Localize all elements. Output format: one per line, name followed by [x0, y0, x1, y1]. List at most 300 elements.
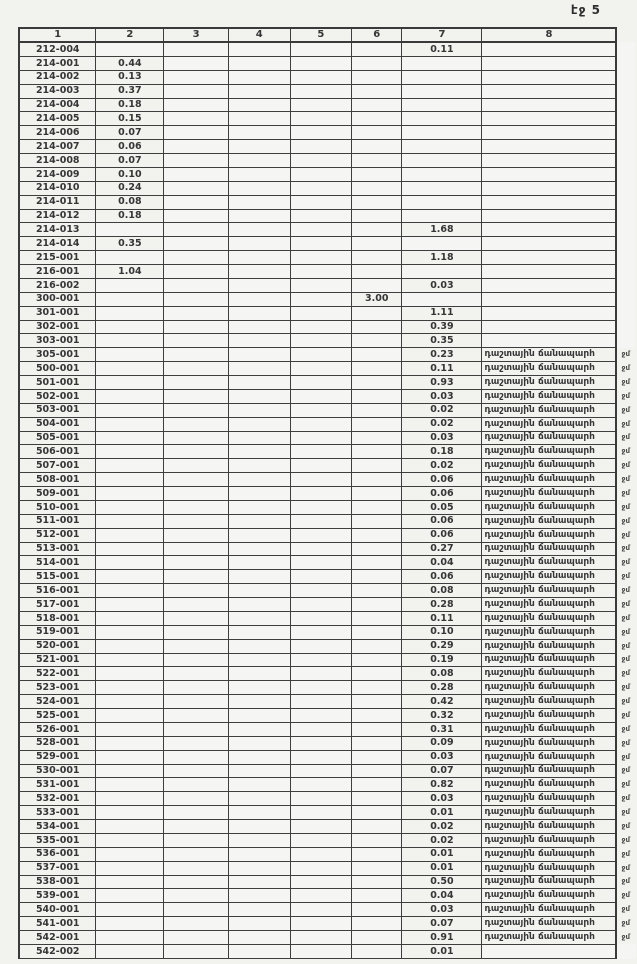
cell-col4	[228, 154, 290, 168]
cell-col7: 0.11	[402, 42, 482, 56]
cell-col5	[290, 778, 352, 792]
column-header-3: 3	[164, 28, 229, 42]
cell-col1: 214-004	[19, 98, 96, 112]
cell-col7: 0.03	[402, 792, 482, 806]
cell-col8: դաշտային ճանապարհ	[482, 611, 616, 625]
margin-note: ջմ	[621, 613, 630, 622]
margin-note	[616, 98, 636, 112]
cell-col5	[290, 112, 352, 126]
cell-col1: 540-001	[19, 903, 96, 917]
cell-col1: 516-001	[19, 584, 96, 598]
cell-col5	[290, 695, 352, 709]
column-header-5: 5	[290, 28, 352, 42]
cell-col6: 3.00	[352, 292, 402, 306]
cell-col8: դաշտային ճանապարհ	[482, 528, 616, 542]
cell-col1: 525-001	[19, 709, 96, 723]
cell-col4	[228, 265, 290, 279]
cell-col8: դաշտային ճանապարհ	[482, 750, 616, 764]
table-row	[19, 695, 636, 709]
cell-col4	[228, 667, 290, 681]
cell-col3	[164, 209, 229, 223]
cell-col5	[290, 362, 352, 376]
cell-col6	[352, 820, 402, 834]
margin-note	[616, 112, 636, 126]
cell-col3	[164, 833, 229, 847]
cell-col2	[96, 334, 164, 348]
cell-col1: 212-004	[19, 42, 96, 56]
cell-col8	[482, 320, 616, 334]
cell-col1: 541-001	[19, 917, 96, 931]
cell-col8: դաշտային ճանապարհ	[482, 903, 616, 917]
cell-col7: 0.01	[402, 861, 482, 875]
cell-col5	[290, 889, 352, 903]
cell-col4	[228, 598, 290, 612]
cell-col2	[96, 611, 164, 625]
cell-col3	[164, 542, 229, 556]
cell-col3	[164, 223, 229, 237]
cell-col5	[290, 42, 352, 56]
cell-col7: 0.01	[402, 847, 482, 861]
cell-col6	[352, 764, 402, 778]
cell-col1: 515-001	[19, 570, 96, 584]
margin-note: ջմ	[621, 808, 630, 817]
margin-note: ջմ	[621, 558, 630, 567]
cell-col6	[352, 861, 402, 875]
cell-col4	[228, 903, 290, 917]
cell-col7: 0.32	[402, 709, 482, 723]
cell-col1: 303-001	[19, 334, 96, 348]
cell-col3	[164, 681, 229, 695]
cell-col8	[482, 237, 616, 251]
cell-col2: 0.07	[96, 154, 164, 168]
table-row	[19, 126, 636, 140]
table-row	[19, 861, 636, 875]
table-row	[19, 487, 636, 501]
cell-col5	[290, 251, 352, 265]
cell-col1: 539-001	[19, 889, 96, 903]
cell-col2: 0.24	[96, 181, 164, 195]
cell-col3	[164, 806, 229, 820]
cell-col5	[290, 140, 352, 154]
table-row	[19, 112, 636, 126]
cell-col2	[96, 639, 164, 653]
margin-note	[616, 70, 636, 84]
cell-col6	[352, 473, 402, 487]
margin-note: ջմ	[621, 780, 630, 789]
cell-col4	[228, 639, 290, 653]
page-number-label: էջ 5	[570, 3, 601, 17]
cell-col5	[290, 417, 352, 431]
cell-col3	[164, 709, 229, 723]
table-row	[19, 348, 636, 362]
cell-col4	[228, 764, 290, 778]
cell-col3	[164, 459, 229, 473]
column-header-7: 7	[402, 28, 482, 42]
cell-col1: 533-001	[19, 806, 96, 820]
cell-col4	[228, 98, 290, 112]
cell-col3	[164, 126, 229, 140]
cell-col7: 0.28	[402, 681, 482, 695]
cell-col1: 214-005	[19, 112, 96, 126]
cell-col3	[164, 931, 229, 945]
cell-col5	[290, 681, 352, 695]
cell-col8: դաշտային ճանապարհ	[482, 861, 616, 875]
cell-col2	[96, 292, 164, 306]
cell-col8: դաշտային ճանապարհ	[482, 639, 616, 653]
cell-col4	[228, 140, 290, 154]
cell-col3	[164, 181, 229, 195]
cell-col5	[290, 611, 352, 625]
table-row	[19, 473, 636, 487]
cell-col1: 214-007	[19, 140, 96, 154]
cell-col3	[164, 625, 229, 639]
cell-col4	[228, 56, 290, 70]
cell-col5	[290, 764, 352, 778]
margin-note	[616, 140, 636, 154]
cell-col5	[290, 792, 352, 806]
cell-col6	[352, 584, 402, 598]
column-header-4: 4	[228, 28, 290, 42]
cell-col4	[228, 459, 290, 473]
cell-col2	[96, 875, 164, 889]
cell-col3	[164, 265, 229, 279]
cell-col5	[290, 917, 352, 931]
table-row	[19, 833, 636, 847]
cell-col2: 0.18	[96, 98, 164, 112]
cell-col1: 534-001	[19, 820, 96, 834]
cell-col6	[352, 334, 402, 348]
margin-note: ջմ	[621, 516, 630, 525]
cell-col6	[352, 806, 402, 820]
margin-note: ջմ	[621, 586, 630, 595]
cell-col8: դաշտային ճանապարհ	[482, 792, 616, 806]
cell-col7: 1.11	[402, 306, 482, 320]
cell-col8: դաշտային ճանապարհ	[482, 889, 616, 903]
margin-note	[616, 126, 636, 140]
margin-note	[616, 56, 636, 70]
cell-col3	[164, 598, 229, 612]
table-row	[19, 223, 636, 237]
cell-col5	[290, 278, 352, 292]
margin-note	[616, 292, 636, 306]
cell-col8: դաշտային ճանապարհ	[482, 806, 616, 820]
cell-col5	[290, 556, 352, 570]
table-row	[19, 667, 636, 681]
cell-col1: 214-014	[19, 237, 96, 251]
cell-col4	[228, 445, 290, 459]
cell-col1: 301-001	[19, 306, 96, 320]
cell-col2	[96, 570, 164, 584]
cell-col7	[402, 70, 482, 84]
cell-col6	[352, 265, 402, 279]
cell-col1: 300-001	[19, 292, 96, 306]
cell-col4	[228, 306, 290, 320]
cell-col8: դաշտային ճանապարհ	[482, 514, 616, 528]
cell-col3	[164, 847, 229, 861]
cell-col7	[402, 209, 482, 223]
margin-note: ջմ	[621, 738, 630, 747]
cell-col5	[290, 431, 352, 445]
margin-note: ջմ	[621, 835, 630, 844]
table-row	[19, 806, 636, 820]
cell-col5	[290, 306, 352, 320]
table-row	[19, 514, 636, 528]
cell-col8: դաշտային ճանապարհ	[482, 709, 616, 723]
cell-col5	[290, 653, 352, 667]
cell-col1: 214-012	[19, 209, 96, 223]
cell-col6	[352, 320, 402, 334]
table-row	[19, 167, 636, 181]
cell-col4	[228, 348, 290, 362]
cell-col7: 0.29	[402, 639, 482, 653]
cell-col1: 536-001	[19, 847, 96, 861]
cell-col4	[228, 792, 290, 806]
cell-col6	[352, 237, 402, 251]
cell-col7: 0.03	[402, 903, 482, 917]
cell-col8: դաշտային ճանապարհ	[482, 445, 616, 459]
margin-note: ջմ	[621, 766, 630, 775]
cell-col3	[164, 348, 229, 362]
cell-col3	[164, 487, 229, 501]
cell-col8: դաշտային ճանապարհ	[482, 542, 616, 556]
cell-col4	[228, 167, 290, 181]
cell-col8	[482, 278, 616, 292]
cell-col5	[290, 459, 352, 473]
cell-col4	[228, 528, 290, 542]
cell-col2: 0.18	[96, 209, 164, 223]
cell-col2	[96, 403, 164, 417]
cell-col8: դաշտային ճանապարհ	[482, 376, 616, 390]
cell-col7: 0.02	[402, 403, 482, 417]
cell-col5	[290, 709, 352, 723]
cell-col5	[290, 195, 352, 209]
cell-col3	[164, 820, 229, 834]
cell-col3	[164, 944, 229, 958]
cell-col4	[228, 84, 290, 98]
cell-col1: 507-001	[19, 459, 96, 473]
cell-col3	[164, 500, 229, 514]
cell-col4	[228, 487, 290, 501]
cell-col8	[482, 223, 616, 237]
cell-col6	[352, 431, 402, 445]
cell-col4	[228, 833, 290, 847]
table-row	[19, 445, 636, 459]
header-row	[19, 28, 636, 42]
table-row	[19, 306, 636, 320]
cell-col7: 0.02	[402, 833, 482, 847]
cell-col8: դաշտային ճանապարհ	[482, 417, 616, 431]
margin-note: ջմ	[621, 405, 630, 414]
cadastre-table	[18, 27, 637, 959]
column-header-1: 1	[19, 28, 96, 42]
cell-col4	[228, 431, 290, 445]
margin-note: ջմ	[621, 905, 630, 914]
cell-col4	[228, 209, 290, 223]
cell-col8	[482, 334, 616, 348]
cell-col7	[402, 181, 482, 195]
cell-col7: 0.03	[402, 750, 482, 764]
cell-col2	[96, 695, 164, 709]
cell-col6	[352, 445, 402, 459]
margin-note: ջմ	[621, 544, 630, 553]
cell-col7: 0.23	[402, 348, 482, 362]
table-row	[19, 237, 636, 251]
cell-col4	[228, 611, 290, 625]
cell-col1: 502-001	[19, 389, 96, 403]
cell-col3	[164, 570, 229, 584]
cell-col4	[228, 320, 290, 334]
cell-col5	[290, 736, 352, 750]
cell-col1: 531-001	[19, 778, 96, 792]
cell-col8	[482, 70, 616, 84]
cell-col7: 0.06	[402, 487, 482, 501]
cell-col7: 0.03	[402, 389, 482, 403]
cell-col2: 0.15	[96, 112, 164, 126]
cell-col6	[352, 639, 402, 653]
cell-col6	[352, 112, 402, 126]
cell-col7	[402, 154, 482, 168]
cell-col5	[290, 722, 352, 736]
margin-note: ջմ	[621, 391, 630, 400]
table-row	[19, 889, 636, 903]
cell-col2	[96, 709, 164, 723]
cell-col2: 0.35	[96, 237, 164, 251]
cell-col8: դաշտային ճանապարհ	[482, 487, 616, 501]
cell-col6	[352, 778, 402, 792]
cell-col3	[164, 778, 229, 792]
cell-col6	[352, 875, 402, 889]
table-row	[19, 736, 636, 750]
cell-col2	[96, 792, 164, 806]
cell-col4	[228, 917, 290, 931]
cell-col8: դաշտային ճանապարհ	[482, 653, 616, 667]
cell-col7: 0.08	[402, 584, 482, 598]
cell-col4	[228, 722, 290, 736]
margin-note: ջմ	[621, 863, 630, 872]
cell-col2	[96, 917, 164, 931]
cell-col7: 0.27	[402, 542, 482, 556]
cell-col2	[96, 861, 164, 875]
cell-col4	[228, 889, 290, 903]
cell-col8: դաշտային ճանապարհ	[482, 931, 616, 945]
table-row	[19, 764, 636, 778]
cell-col7: 0.01	[402, 944, 482, 958]
cell-col7: 0.42	[402, 695, 482, 709]
table-row	[19, 431, 636, 445]
cell-col6	[352, 195, 402, 209]
cell-col3	[164, 431, 229, 445]
cell-col3	[164, 903, 229, 917]
cell-col8	[482, 56, 616, 70]
cell-col2	[96, 431, 164, 445]
cell-col1: 214-011	[19, 195, 96, 209]
margin-note: ջմ	[621, 641, 630, 650]
cell-col6	[352, 833, 402, 847]
cell-col8	[482, 292, 616, 306]
margin-note: ջմ	[621, 433, 630, 442]
cell-col8: դաշտային ճանապարհ	[482, 667, 616, 681]
cell-col4	[228, 625, 290, 639]
cell-col6	[352, 611, 402, 625]
cell-col3	[164, 98, 229, 112]
cell-col3	[164, 251, 229, 265]
cell-col2	[96, 348, 164, 362]
cell-col1: 501-001	[19, 376, 96, 390]
cell-col3	[164, 417, 229, 431]
cell-col6	[352, 70, 402, 84]
cell-col6	[352, 154, 402, 168]
cell-col8	[482, 181, 616, 195]
cell-col6	[352, 223, 402, 237]
cell-col2	[96, 820, 164, 834]
cell-col7	[402, 167, 482, 181]
cell-col3	[164, 584, 229, 598]
cell-col4	[228, 806, 290, 820]
margin-note	[616, 320, 636, 334]
cell-col4	[228, 334, 290, 348]
cell-col6	[352, 181, 402, 195]
cell-col7: 0.06	[402, 473, 482, 487]
cell-col6	[352, 917, 402, 931]
cell-col6	[352, 362, 402, 376]
cell-col2	[96, 931, 164, 945]
cell-col3	[164, 154, 229, 168]
cell-col7: 0.07	[402, 764, 482, 778]
margin-note: ջմ	[621, 752, 630, 761]
cell-col1: 509-001	[19, 487, 96, 501]
cell-col4	[228, 695, 290, 709]
cell-col4	[228, 653, 290, 667]
cell-col8	[482, 154, 616, 168]
cell-col4	[228, 278, 290, 292]
cell-col1: 517-001	[19, 598, 96, 612]
cell-col8	[482, 126, 616, 140]
cell-col1: 214-009	[19, 167, 96, 181]
cell-col1: 513-001	[19, 542, 96, 556]
cell-col4	[228, 42, 290, 56]
cell-col5	[290, 847, 352, 861]
cell-col7: 0.03	[402, 431, 482, 445]
cell-col2	[96, 223, 164, 237]
cell-col8: դաշտային ճանապարհ	[482, 403, 616, 417]
table-row	[19, 320, 636, 334]
cell-col1: 523-001	[19, 681, 96, 695]
cell-col1: 506-001	[19, 445, 96, 459]
table-row	[19, 84, 636, 98]
table-row	[19, 542, 636, 556]
cell-col7: 1.68	[402, 223, 482, 237]
cell-col4	[228, 514, 290, 528]
table-row	[19, 792, 636, 806]
cell-col4	[228, 376, 290, 390]
cell-col1: 535-001	[19, 833, 96, 847]
cell-col3	[164, 695, 229, 709]
cell-col1: 505-001	[19, 431, 96, 445]
cell-col2	[96, 42, 164, 56]
cell-col1: 302-001	[19, 320, 96, 334]
cell-col5	[290, 181, 352, 195]
cell-col8	[482, 167, 616, 181]
cell-col4	[228, 820, 290, 834]
margin-note: ջմ	[621, 919, 630, 928]
cell-col3	[164, 237, 229, 251]
cell-col8: դաշտային ճանապարհ	[482, 584, 616, 598]
cell-col3	[164, 736, 229, 750]
cell-col4	[228, 750, 290, 764]
cell-col8	[482, 944, 616, 958]
cell-col3	[164, 278, 229, 292]
cell-col1: 524-001	[19, 695, 96, 709]
